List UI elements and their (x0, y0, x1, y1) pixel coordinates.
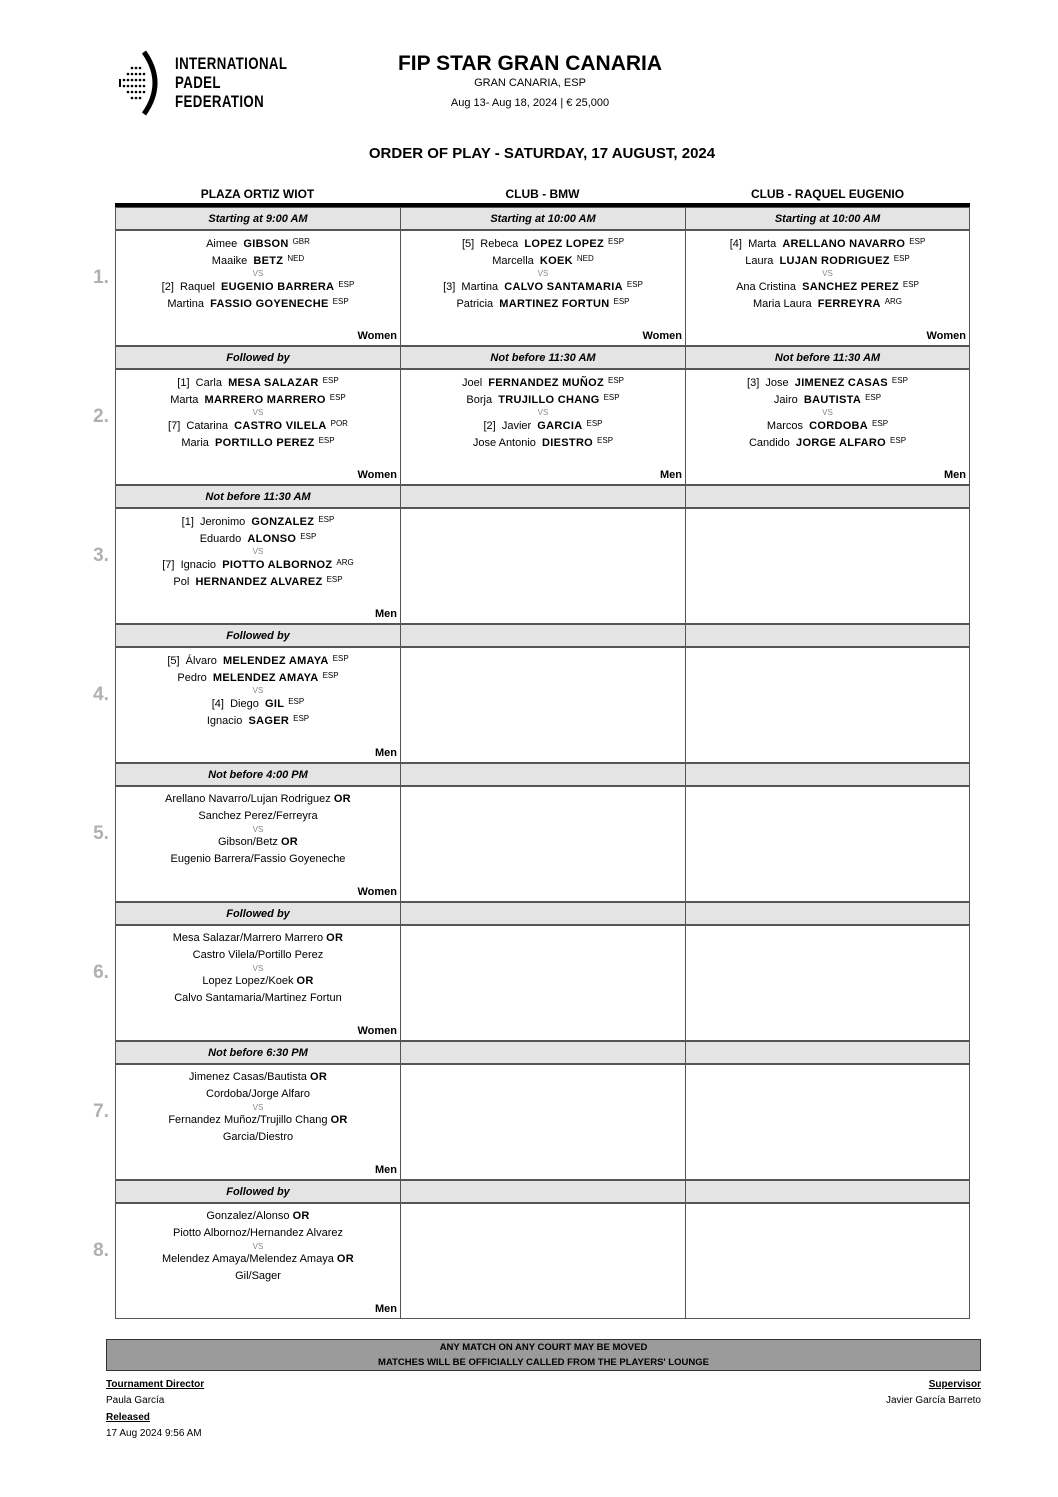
team-names: Castro Vilela/Portillo Perez (192, 949, 324, 961)
match-cell (115, 786, 401, 902)
player-nationality: ESP (300, 532, 317, 541)
player-line (401, 419, 685, 432)
team-names: Fernandez Muñoz/Trujillo Chang (168, 1114, 328, 1126)
player-first-name: Ana Cristina (736, 281, 796, 293)
player-first-name: Maria (181, 437, 209, 449)
match-cell (685, 647, 970, 763)
logo-line: INTERNATIONAL (175, 54, 288, 73)
player-seed: [7] (162, 559, 175, 571)
player-nationality: ESP (322, 376, 339, 385)
slot-time-header: Followed by (115, 1180, 401, 1203)
slot-time-header: Followed by (115, 624, 401, 647)
logo-line: PADEL (175, 73, 221, 92)
match-cell (400, 369, 686, 485)
player-first-name: Carla (195, 377, 222, 389)
player-line (116, 419, 400, 432)
player-last-name: JIMENEZ CASAS (794, 377, 888, 389)
player-first-name: Javier (501, 420, 532, 432)
match-category: Women (357, 1025, 397, 1037)
player-seed: [2] (483, 420, 496, 432)
match-cell (400, 647, 686, 763)
player-line (116, 532, 400, 545)
player-nationality: ESP (318, 436, 335, 445)
or-label: OR (333, 793, 351, 805)
player-last-name: ALONSO (247, 533, 297, 545)
player-first-name: Marcos (766, 420, 803, 432)
player-nationality: ESP (322, 671, 339, 680)
player-first-name: Pedro (177, 672, 207, 684)
player-first-name: Marta (748, 238, 777, 250)
vs-label: VS (822, 269, 833, 278)
slot-time-header (685, 624, 970, 647)
player-last-name: GONZALEZ (251, 516, 315, 528)
team-line (116, 1210, 400, 1222)
match-category: Men (944, 469, 966, 481)
player-nationality: ESP (865, 393, 882, 402)
slot-time-header (400, 763, 686, 786)
player-nationality: ARG (884, 297, 903, 306)
player-line (686, 393, 969, 406)
player-first-name: Aimee (206, 238, 238, 250)
released-label: Released (106, 1412, 150, 1423)
order-of-play-heading: ORDER OF PLAY - SATURDAY, 17 AUGUST, 2024 (368, 145, 716, 162)
player-nationality: ESP (586, 419, 603, 428)
player-last-name: SANCHEZ PEREZ (802, 281, 899, 293)
player-nationality: NED (287, 254, 305, 263)
player-first-name: Ignacio (180, 559, 217, 571)
match-number: 3. (93, 545, 109, 566)
match-number: 5. (93, 823, 109, 844)
player-first-name: Laura (745, 255, 774, 267)
player-line (686, 419, 969, 432)
player-first-name: Patricia (456, 298, 494, 310)
player-line (116, 436, 400, 449)
team-names: Gonzalez/Alonso (206, 1210, 290, 1222)
match-cell (685, 508, 970, 624)
notice-line: ANY MATCH ON ANY COURT MAY BE MOVED (439, 1342, 648, 1353)
team-names: Melendez Amaya/Melendez Amaya (162, 1253, 334, 1265)
team-line (116, 836, 400, 848)
vs-label: VS (252, 1242, 264, 1251)
released-time: 17 Aug 2024 9:56 AM (106, 1428, 202, 1439)
match-category: Men (375, 747, 397, 759)
player-line (401, 436, 685, 449)
player-line (116, 254, 400, 267)
player-line (401, 393, 685, 406)
player-line (686, 376, 969, 389)
or-label: OR (309, 1071, 328, 1083)
vs-label: VS (537, 408, 549, 417)
player-line (686, 297, 969, 310)
player-last-name: FASSIO GOYENECHE (210, 298, 329, 310)
player-seed: [4] (729, 238, 742, 250)
player-last-name: TRUJILLO CHANG (498, 394, 600, 406)
player-line (116, 515, 400, 528)
player-line (686, 254, 969, 267)
player-seed: [5] (461, 238, 475, 250)
player-nationality: NED (576, 254, 594, 263)
or-label: OR (336, 1253, 354, 1265)
slot-time-header (685, 902, 970, 925)
player-line (116, 237, 400, 250)
match-number: 8. (93, 1240, 109, 1261)
slot-time-header (400, 1180, 686, 1203)
tournament-dates-prize: Aug 13- Aug 18, 2024 | € 25,000 (450, 97, 610, 109)
match-cell (685, 1203, 970, 1319)
slot-time-header (400, 485, 686, 508)
player-nationality: ESP (293, 714, 310, 723)
match-number: 7. (93, 1101, 109, 1122)
team-line (116, 949, 400, 961)
player-nationality: ARG (336, 558, 354, 567)
player-last-name: FERNANDEZ MUÑOZ (488, 377, 604, 389)
player-nationality: ESP (608, 237, 625, 246)
fip-logo-text (175, 54, 287, 111)
player-last-name: CORDOBA (809, 420, 869, 432)
match-cell (400, 508, 686, 624)
team-line (116, 1270, 400, 1282)
player-last-name: MESA SALAZAR (228, 377, 319, 389)
match-cell (685, 1064, 970, 1180)
player-first-name: Maaike (211, 255, 248, 267)
player-line (116, 297, 400, 310)
match-category: Men (375, 1164, 397, 1176)
match-cell (115, 1203, 401, 1319)
match-category: Women (926, 330, 966, 342)
slot-time-header (400, 1041, 686, 1064)
player-seed: [3] (747, 377, 760, 389)
slot-time-header (685, 763, 970, 786)
player-seed: [1] (181, 516, 194, 528)
player-line (401, 376, 685, 389)
player-last-name: EUGENIO BARRERA (221, 281, 335, 293)
player-line (116, 714, 400, 727)
player-line (116, 697, 400, 710)
player-nationality: ESP (326, 575, 343, 584)
team-line (116, 1088, 400, 1100)
team-names: Jimenez Casas/Bautista (188, 1071, 307, 1083)
player-first-name: Jairo (773, 394, 798, 406)
player-last-name: MARTINEZ FORTUN (499, 298, 610, 310)
player-nationality: ESP (891, 376, 908, 385)
slot-time-header (685, 485, 970, 508)
slot-time-header: Starting at 9:00 AM (115, 207, 401, 230)
team-line (116, 810, 400, 822)
match-category: Men (660, 469, 682, 481)
slot-time-header: Not before 6:30 PM (115, 1041, 401, 1064)
player-line (401, 254, 685, 267)
match-category: Women (642, 330, 682, 342)
team-names: Sanchez Perez/Ferreyra (198, 810, 318, 822)
match-category: Men (375, 608, 397, 620)
or-label: OR (326, 932, 344, 944)
team-line (116, 975, 400, 987)
player-line (686, 237, 969, 250)
player-first-name: Joel (461, 377, 483, 389)
player-first-name: Maria Laura (752, 298, 812, 310)
director-name: Paula García (106, 1395, 165, 1406)
player-last-name: BETZ (253, 255, 284, 267)
match-cell (115, 1064, 401, 1180)
player-seed: [5] (167, 655, 180, 667)
player-nationality: ESP (626, 280, 643, 289)
team-names: Arellano Navarro/Lujan Rodriguez (165, 793, 331, 805)
player-first-name: Pol (173, 576, 190, 588)
slot-time-header: Followed by (115, 346, 401, 369)
court-header: CLUB - RAQUEL EUGENIO (750, 187, 905, 201)
match-cell (685, 925, 970, 1041)
match-cell (400, 1064, 686, 1180)
supervisor-name: Javier García Barreto (885, 1395, 981, 1406)
player-nationality: ESP (597, 436, 614, 445)
match-cell (115, 230, 401, 346)
player-line (116, 393, 400, 406)
match-cell (400, 786, 686, 902)
vs-label: VS (252, 408, 264, 417)
logo-line: FEDERATION (175, 92, 265, 111)
player-first-name: Eduardo (199, 533, 242, 545)
player-nationality: ESP (318, 515, 335, 524)
player-last-name: DIESTRO (542, 437, 594, 449)
player-line (686, 280, 969, 293)
slot-time-header (400, 624, 686, 647)
player-first-name: Jeronimo (200, 516, 246, 528)
player-last-name: PORTILLO PEREZ (215, 437, 315, 449)
slot-time-header (400, 902, 686, 925)
player-last-name: PIOTTO ALBORNOZ (222, 559, 333, 571)
player-first-name: Rebeca (480, 238, 519, 250)
player-first-name: Candido (748, 437, 790, 449)
team-names: Calvo Santamaria/Martinez Fortun (174, 992, 342, 1004)
player-line (116, 280, 400, 293)
player-line (116, 654, 400, 667)
team-line (116, 932, 400, 944)
player-seed: [4] (211, 698, 224, 710)
player-first-name: Álvaro (185, 655, 217, 667)
supervisor-label: Supervisor (928, 1379, 981, 1390)
player-last-name: BAUTISTA (803, 394, 862, 406)
match-cell (400, 925, 686, 1041)
slot-time-header: Followed by (115, 902, 401, 925)
player-line (401, 297, 685, 310)
team-line (116, 1114, 400, 1126)
vs-label: VS (252, 1103, 264, 1112)
vs-label: VS (252, 964, 264, 973)
player-last-name: KOEK (539, 255, 573, 267)
player-last-name: MELENDEZ AMAYA (212, 672, 319, 684)
match-cell (400, 230, 686, 346)
player-first-name: Catarina (186, 420, 228, 432)
player-first-name: Marta (170, 394, 199, 406)
or-label: OR (292, 1210, 310, 1222)
team-line (116, 1253, 400, 1265)
player-line (116, 558, 400, 571)
slot-time-header (685, 1041, 970, 1064)
match-cell (115, 508, 401, 624)
team-names: Cordoba/Jorge Alfaro (206, 1088, 310, 1100)
player-first-name: Marcella (492, 255, 534, 267)
slot-time-header: Starting at 10:00 AM (400, 207, 686, 230)
slot-time-header: Starting at 10:00 AM (685, 207, 970, 230)
player-nationality: ESP (332, 654, 349, 663)
player-nationality: POR (330, 419, 348, 428)
player-last-name: CALVO SANTAMARIA (504, 281, 623, 293)
match-cell (115, 369, 401, 485)
player-last-name: LUJAN RODRIGUEZ (779, 255, 890, 267)
player-last-name: JORGE ALFARO (796, 437, 887, 449)
team-names: Garcia/Diestro (222, 1131, 294, 1143)
court-header: PLAZA ORTIZ WIOT (200, 187, 315, 201)
player-line (401, 280, 685, 293)
player-last-name: LOPEZ LOPEZ (524, 238, 605, 250)
player-first-name: Martina (167, 298, 205, 310)
match-number: 6. (93, 962, 109, 983)
slot-time-header: Not before 11:30 AM (400, 346, 686, 369)
player-nationality: GBR (292, 237, 310, 246)
player-last-name: MELENDEZ AMAYA (222, 655, 329, 667)
player-nationality: ESP (288, 697, 305, 706)
player-nationality: ESP (613, 297, 630, 306)
match-cell (115, 925, 401, 1041)
match-cell (685, 369, 970, 485)
match-category: Women (357, 330, 397, 342)
player-nationality: ESP (332, 297, 349, 306)
player-last-name: FERREYRA (817, 298, 881, 310)
player-first-name: Ignacio (206, 715, 243, 727)
player-nationality: ESP (890, 436, 907, 445)
player-nationality: ESP (603, 393, 620, 402)
player-nationality: ESP (902, 280, 919, 289)
player-last-name: SAGER (248, 715, 290, 727)
player-first-name: Borja (466, 394, 493, 406)
team-names: Gibson/Betz (217, 836, 278, 848)
team-names: Gil/Sager (235, 1270, 281, 1282)
player-line (401, 237, 685, 250)
player-last-name: GARCIA (537, 420, 583, 432)
vs-label: VS (252, 547, 264, 556)
player-first-name: Diego (230, 698, 259, 710)
or-label: OR (296, 975, 314, 987)
team-line (116, 1071, 400, 1083)
team-line (116, 1131, 400, 1143)
player-first-name: Jose Antonio (472, 437, 536, 449)
slot-time-header: Not before 11:30 AM (115, 485, 401, 508)
player-last-name: GIBSON (243, 238, 289, 250)
player-line (116, 575, 400, 588)
player-last-name: MARRERO MARRERO (204, 394, 326, 406)
player-nationality: ESP (338, 280, 355, 289)
notice-box (106, 1339, 981, 1371)
slot-time-header (685, 1180, 970, 1203)
player-line (686, 436, 969, 449)
player-last-name: CASTRO VILELA (234, 420, 327, 432)
player-first-name: Jose (765, 377, 789, 389)
notice-line: MATCHES WILL BE OFFICIALLY CALLED FROM THE PLAYERS' LOUNGE (378, 1357, 709, 1368)
team-names: Eugenio Barrera/Fassio Goyeneche (170, 853, 346, 865)
match-category: Women (357, 886, 397, 898)
match-category: Men (375, 1303, 397, 1315)
team-names: Mesa Salazar/Marrero Marrero (172, 932, 324, 944)
match-cell (685, 786, 970, 902)
or-label: OR (280, 836, 299, 848)
player-nationality: ESP (329, 393, 346, 402)
team-line (116, 853, 400, 865)
match-cell (400, 1203, 686, 1319)
player-last-name: GIL (264, 698, 285, 710)
team-line (116, 793, 400, 805)
or-label: OR (330, 1114, 348, 1126)
team-names: Piotto Albornoz/Hernandez Alvarez (173, 1227, 343, 1239)
player-nationality: ESP (909, 237, 926, 246)
player-last-name: HERNANDEZ ALVAREZ (195, 576, 323, 588)
player-last-name: ARELLANO NAVARRO (782, 238, 906, 250)
slot-time-header: Not before 11:30 AM (685, 346, 970, 369)
player-seed: [2] (161, 281, 174, 293)
team-line (116, 992, 400, 1004)
match-number: 1. (93, 267, 109, 288)
team-names: Lopez Lopez/Koek (202, 975, 294, 987)
tournament-location: GRAN CANARIA, ESP (474, 77, 586, 89)
director-label: Tournament Director (106, 1379, 205, 1390)
match-category: Women (357, 469, 397, 481)
slot-time-header: Not before 4:00 PM (115, 763, 401, 786)
player-first-name: Raquel (180, 281, 215, 293)
player-nationality: ESP (608, 376, 625, 385)
match-number: 2. (93, 406, 109, 427)
tournament-title: FIP STAR GRAN CANARIA (397, 52, 663, 75)
player-nationality: ESP (893, 254, 910, 263)
player-line (116, 671, 400, 684)
match-cell (115, 647, 401, 763)
vs-label: VS (252, 686, 264, 695)
player-nationality: ESP (872, 419, 889, 428)
player-seed: [3] (443, 281, 456, 293)
fip-logo-icon (118, 50, 168, 116)
match-cell (685, 230, 970, 346)
player-line (116, 376, 400, 389)
player-seed: [1] (177, 377, 190, 389)
vs-label: VS (822, 408, 833, 417)
match-number: 4. (93, 684, 109, 705)
court-header: CLUB - BMW (505, 187, 580, 201)
player-seed: [7] (168, 420, 181, 432)
vs-label: VS (252, 269, 264, 278)
player-first-name: Martina (461, 281, 499, 293)
team-line (116, 1227, 400, 1239)
vs-label: VS (537, 269, 549, 278)
vs-label: VS (252, 825, 264, 834)
